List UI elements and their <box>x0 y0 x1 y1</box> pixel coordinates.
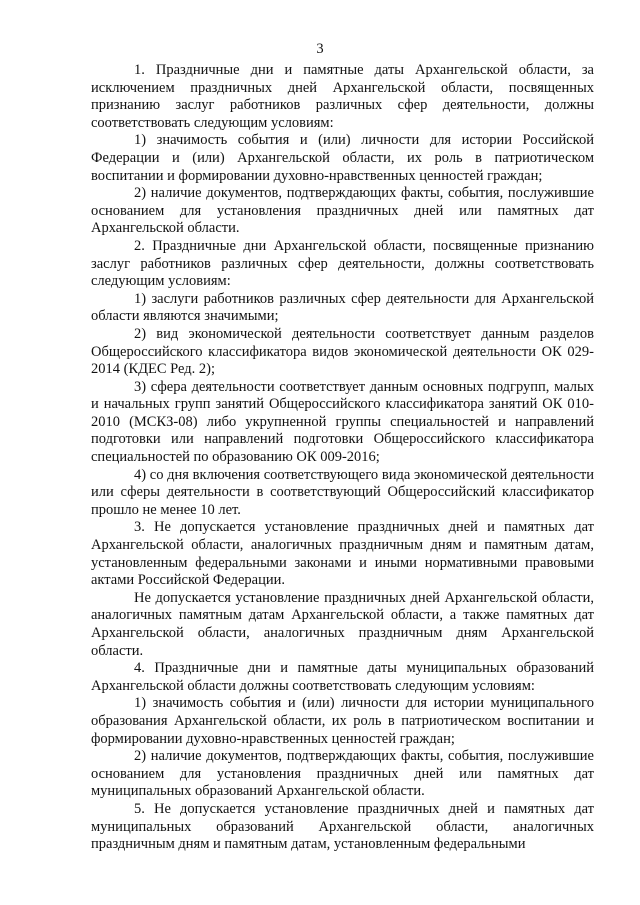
paragraph-4: 4. Праздничные дни и памятные даты муниципальных образований Архангельской области должны соответствовать следующим условиям: <box>91 660 594 694</box>
paragraph-2: 2. Праздничные дни Архангельской области, посвященные признанию заслуг работников различных сфер деятельности, должны соответствовать следующим условиям: <box>91 237 594 290</box>
paragraph-1: 1. Праздничные дни и памятные даты Архангельской области, за исключением праздничных дней Архангельской области, посвященных признанию заслуг работников различных сфер деятельности, должны соответствовать следующим условиям: <box>91 62 594 131</box>
paragraph-2-item-2: 2) вид экономической деятельности соответствует данным разделов Общероссийского классификатора видов экономической деятельности ОК 029-2014 (КДЕС Ред. 2); <box>91 325 594 378</box>
paragraph-3: 3. Не допускается установление праздничных дней и памятных дат Архангельской области, аналогичных праздничным дням и памятным датам, установленным федеральными законами и иными нормативными правовыми актами Российской Федерации. <box>91 519 594 589</box>
paragraph-5: 5. Не допускается установление праздничных дней и памятных дат муниципальных образований Архангельской области, аналогичных праздничным дням и памятным датам, установленным федеральными <box>91 800 594 853</box>
paragraph-2-item-4: 4) со дня включения соответствующего вида экономической деятельности или сферы деятельности в соответствующий Общероссийский классификатор прошло не менее 10 лет. <box>91 466 594 518</box>
paragraph-1-item-2: 2) наличие документов, подтверждающих факты, события, послужившие основанием для установления праздничных дней или памятных дат Архангельской области. <box>91 185 594 237</box>
paragraph-2-item-3: 3) сфера деятельности соответствует данным основных подгрупп, малых и начальных групп занятий Общероссийского классификатора занятий ОК 010-2010 (МСКЗ-08) либо укрупненной группы специальностей и направлений подготовки или направлений подготовки Общероссийского классификатора специальностей по образованию ОК 009-2016; <box>91 378 594 466</box>
paragraph-1-item-1: 1) значимость события и (или) личности для истории Российской Федерации и (или) Архангельской области, их роль в патриотическом воспитании и формировании духовно-нравственных ценностей граждан; <box>91 132 594 184</box>
paragraph-4-item-1: 1) значимость события и (или) личности для истории муниципального образования Архангельской области, их роль в патриотическом воспитании и формировании духовно-нравственных ценностей граждан; <box>91 695 594 747</box>
page-body <box>91 62 594 854</box>
page-number: 3 <box>316 41 324 57</box>
paragraph-2-item-1: 1) заслуги работников различных сфер деятельности для Архангельской области являются значимыми; <box>91 290 594 325</box>
paragraph-4-item-2: 2) наличие документов, подтверждающих факты, события, послужившие основанием для установления праздничных дней или памятных дат муниципальных образований Архангельской области. <box>91 748 594 800</box>
paragraph-3-continued: Не допускается установление праздничных дней Архангельской области, аналогичных памятным датам Архангельской области, а также памятных дат Архангельской области, аналогичных праздничным дням Архангельской области. <box>91 589 594 659</box>
